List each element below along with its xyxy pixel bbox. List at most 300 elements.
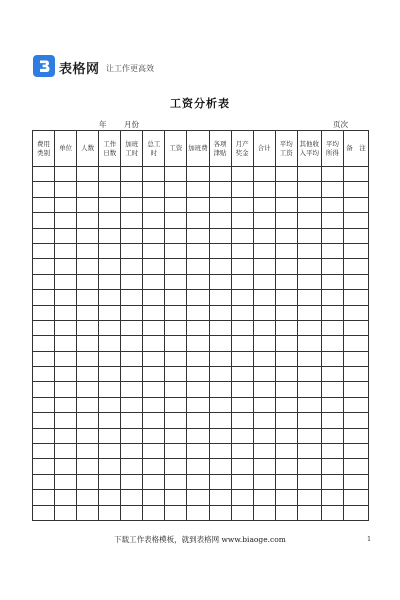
table-cell bbox=[275, 259, 297, 274]
table-cell bbox=[121, 459, 143, 474]
footer-text: 下载工作表格模板，就到表格网 www.biaoge.com bbox=[114, 535, 286, 544]
table-cell bbox=[343, 505, 368, 520]
table-cell bbox=[33, 367, 55, 382]
table-row bbox=[33, 428, 369, 443]
table-cell bbox=[209, 167, 231, 182]
table-cell bbox=[121, 367, 143, 382]
table-cell bbox=[343, 367, 368, 382]
table-cell bbox=[275, 336, 297, 351]
table-cell bbox=[99, 305, 121, 320]
header-work-days: 工作 日数 bbox=[99, 131, 121, 167]
table-cell bbox=[143, 444, 165, 459]
table-row bbox=[33, 397, 369, 412]
table-cell bbox=[231, 459, 253, 474]
table-cell bbox=[343, 305, 368, 320]
table-cell bbox=[187, 290, 209, 305]
table-cell bbox=[165, 243, 187, 258]
table-cell bbox=[231, 367, 253, 382]
table-row bbox=[33, 228, 369, 243]
table-cell bbox=[275, 243, 297, 258]
header-remarks: 备 注 bbox=[343, 131, 368, 167]
table-cell bbox=[143, 182, 165, 197]
table-cell bbox=[343, 228, 368, 243]
table-cell bbox=[77, 459, 99, 474]
table-cell bbox=[253, 490, 275, 505]
table-row bbox=[33, 444, 369, 459]
table-cell bbox=[209, 413, 231, 428]
table-cell bbox=[143, 290, 165, 305]
header-headcount: 人数 bbox=[77, 131, 99, 167]
table-cell bbox=[231, 382, 253, 397]
table-cell bbox=[253, 459, 275, 474]
table-cell bbox=[321, 213, 343, 228]
table-row bbox=[33, 413, 369, 428]
header-overtime-pay: 加班费 bbox=[187, 131, 209, 167]
table-cell bbox=[77, 444, 99, 459]
table-cell bbox=[143, 274, 165, 289]
table-row bbox=[33, 290, 369, 305]
table-cell bbox=[253, 213, 275, 228]
table-cell bbox=[143, 320, 165, 335]
table-cell bbox=[55, 320, 77, 335]
table-cell bbox=[343, 259, 368, 274]
table-cell bbox=[55, 382, 77, 397]
table-cell bbox=[187, 382, 209, 397]
table-cell bbox=[121, 474, 143, 489]
table-row bbox=[33, 382, 369, 397]
table-cell bbox=[253, 197, 275, 212]
table-cell bbox=[33, 397, 55, 412]
table-cell bbox=[165, 428, 187, 443]
table-cell bbox=[55, 459, 77, 474]
table-cell bbox=[321, 444, 343, 459]
table-cell bbox=[121, 382, 143, 397]
table-cell bbox=[275, 197, 297, 212]
table-cell bbox=[321, 367, 343, 382]
table-cell bbox=[209, 336, 231, 351]
table-cell bbox=[99, 213, 121, 228]
table-cell bbox=[99, 428, 121, 443]
table-cell bbox=[209, 182, 231, 197]
table-cell bbox=[321, 351, 343, 366]
table-cell bbox=[209, 259, 231, 274]
table-cell bbox=[55, 428, 77, 443]
table-cell bbox=[321, 459, 343, 474]
table-cell bbox=[297, 428, 321, 443]
table-cell bbox=[321, 197, 343, 212]
table-cell bbox=[343, 320, 368, 335]
table-cell bbox=[209, 305, 231, 320]
table-cell bbox=[321, 382, 343, 397]
table-cell bbox=[187, 505, 209, 520]
table-cell bbox=[253, 290, 275, 305]
table-cell bbox=[121, 259, 143, 274]
table-cell bbox=[253, 382, 275, 397]
table-cell bbox=[143, 167, 165, 182]
table-cell bbox=[99, 490, 121, 505]
table-cell bbox=[55, 336, 77, 351]
table-cell bbox=[77, 274, 99, 289]
table-row bbox=[33, 243, 369, 258]
table-cell bbox=[121, 413, 143, 428]
table-cell bbox=[253, 243, 275, 258]
table-cell bbox=[33, 474, 55, 489]
header-average-wage: 平均 工资 bbox=[275, 131, 297, 167]
table-cell bbox=[253, 274, 275, 289]
table-cell bbox=[165, 351, 187, 366]
table-cell bbox=[99, 197, 121, 212]
table-cell bbox=[343, 243, 368, 258]
table-cell bbox=[253, 305, 275, 320]
table-cell bbox=[187, 167, 209, 182]
table-cell bbox=[297, 167, 321, 182]
table-cell bbox=[99, 167, 121, 182]
table-cell bbox=[77, 197, 99, 212]
month-label: 月份 bbox=[124, 120, 139, 129]
table-cell bbox=[143, 413, 165, 428]
table-cell bbox=[77, 428, 99, 443]
table-cell bbox=[165, 259, 187, 274]
table-cell bbox=[187, 305, 209, 320]
table-logo-icon bbox=[33, 55, 55, 77]
table-cell bbox=[231, 259, 253, 274]
table-cell bbox=[297, 213, 321, 228]
header-monthly-bonus: 月产 奖金 bbox=[231, 131, 253, 167]
header-unit: 单位 bbox=[55, 131, 77, 167]
table-cell bbox=[121, 428, 143, 443]
table-row bbox=[33, 274, 369, 289]
table-cell bbox=[99, 259, 121, 274]
table-cell bbox=[275, 367, 297, 382]
table-cell bbox=[321, 167, 343, 182]
table-cell bbox=[165, 474, 187, 489]
table-cell bbox=[165, 305, 187, 320]
table-cell bbox=[77, 474, 99, 489]
table-cell bbox=[275, 351, 297, 366]
table-cell bbox=[143, 367, 165, 382]
table-cell bbox=[165, 197, 187, 212]
table-cell bbox=[231, 274, 253, 289]
table-row bbox=[33, 490, 369, 505]
table-cell bbox=[209, 290, 231, 305]
table-cell bbox=[321, 428, 343, 443]
table-cell bbox=[253, 474, 275, 489]
table-cell bbox=[343, 397, 368, 412]
table-cell bbox=[187, 428, 209, 443]
table-cell bbox=[231, 167, 253, 182]
table-cell bbox=[275, 428, 297, 443]
table-cell bbox=[343, 474, 368, 489]
table-cell bbox=[187, 336, 209, 351]
table-cell bbox=[143, 397, 165, 412]
table-cell bbox=[33, 228, 55, 243]
table-cell bbox=[187, 413, 209, 428]
table-cell bbox=[297, 490, 321, 505]
table-cell bbox=[77, 243, 99, 258]
header-average-earnings: 平均 所得 bbox=[321, 131, 343, 167]
table-cell bbox=[77, 182, 99, 197]
table-cell bbox=[165, 182, 187, 197]
table-cell bbox=[253, 228, 275, 243]
header-other-income-average: 其他收 入平均 bbox=[297, 131, 321, 167]
table-cell bbox=[55, 444, 77, 459]
table-row bbox=[33, 367, 369, 382]
table-cell bbox=[187, 213, 209, 228]
table-cell bbox=[143, 259, 165, 274]
table-cell bbox=[99, 444, 121, 459]
table-cell bbox=[33, 336, 55, 351]
table-cell bbox=[143, 228, 165, 243]
table-cell bbox=[253, 320, 275, 335]
table-cell bbox=[209, 351, 231, 366]
header-wages: 工资 bbox=[165, 131, 187, 167]
table-cell bbox=[143, 197, 165, 212]
table-cell bbox=[143, 428, 165, 443]
table-cell bbox=[33, 274, 55, 289]
header-total: 合计 bbox=[253, 131, 275, 167]
table-cell bbox=[275, 444, 297, 459]
table-cell bbox=[121, 490, 143, 505]
page-number: 1 bbox=[367, 535, 372, 543]
table-row bbox=[33, 336, 369, 351]
table-cell bbox=[143, 459, 165, 474]
table-cell bbox=[77, 290, 99, 305]
table-cell bbox=[143, 490, 165, 505]
table-cell bbox=[275, 182, 297, 197]
table-cell bbox=[321, 474, 343, 489]
table-cell bbox=[77, 259, 99, 274]
table-cell bbox=[275, 382, 297, 397]
table-cell bbox=[55, 290, 77, 305]
table-cell bbox=[187, 197, 209, 212]
table-cell bbox=[187, 320, 209, 335]
table-cell bbox=[321, 505, 343, 520]
table-cell bbox=[77, 305, 99, 320]
table-cell bbox=[187, 351, 209, 366]
table-cell bbox=[165, 167, 187, 182]
table-cell bbox=[77, 320, 99, 335]
table-cell bbox=[275, 413, 297, 428]
table-cell bbox=[209, 459, 231, 474]
table-row bbox=[33, 474, 369, 489]
salary-analysis-table bbox=[32, 130, 369, 521]
table-cell bbox=[143, 336, 165, 351]
table-cell bbox=[343, 490, 368, 505]
table-cell bbox=[231, 336, 253, 351]
table-cell bbox=[275, 274, 297, 289]
table-cell bbox=[231, 444, 253, 459]
table-cell bbox=[99, 459, 121, 474]
table-cell bbox=[253, 367, 275, 382]
table-cell bbox=[99, 367, 121, 382]
table-cell bbox=[121, 290, 143, 305]
table-cell bbox=[321, 413, 343, 428]
table-cell bbox=[33, 382, 55, 397]
table-cell bbox=[99, 243, 121, 258]
table-cell bbox=[55, 490, 77, 505]
table-cell bbox=[321, 182, 343, 197]
table-cell bbox=[321, 243, 343, 258]
table-cell bbox=[77, 351, 99, 366]
table-cell bbox=[99, 182, 121, 197]
table-cell bbox=[275, 320, 297, 335]
table-cell bbox=[55, 274, 77, 289]
table-cell bbox=[165, 444, 187, 459]
table-cell bbox=[343, 444, 368, 459]
table-cell bbox=[231, 182, 253, 197]
table-cell bbox=[297, 505, 321, 520]
table-cell bbox=[121, 444, 143, 459]
table-cell bbox=[165, 320, 187, 335]
table-cell bbox=[99, 274, 121, 289]
table-cell bbox=[165, 459, 187, 474]
table-cell bbox=[253, 428, 275, 443]
table-cell bbox=[121, 243, 143, 258]
table-cell bbox=[143, 243, 165, 258]
table-cell bbox=[55, 474, 77, 489]
table-cell bbox=[77, 213, 99, 228]
table-cell bbox=[121, 228, 143, 243]
table-cell bbox=[99, 413, 121, 428]
table-cell bbox=[121, 167, 143, 182]
table-cell bbox=[55, 213, 77, 228]
table-body bbox=[33, 167, 369, 521]
table-cell bbox=[55, 197, 77, 212]
table-cell bbox=[77, 490, 99, 505]
table-cell bbox=[209, 428, 231, 443]
table-cell bbox=[99, 397, 121, 412]
table-cell bbox=[253, 413, 275, 428]
table-cell bbox=[231, 290, 253, 305]
table-cell bbox=[143, 351, 165, 366]
form-title: 工资分析表 bbox=[170, 97, 230, 110]
table-cell bbox=[121, 320, 143, 335]
table-cell bbox=[99, 474, 121, 489]
header-cost-category: 费用 类别 bbox=[33, 131, 55, 167]
table-cell bbox=[55, 259, 77, 274]
table-cell bbox=[275, 490, 297, 505]
table-cell bbox=[121, 182, 143, 197]
table-cell bbox=[297, 320, 321, 335]
table-cell bbox=[77, 336, 99, 351]
table-cell bbox=[231, 228, 253, 243]
table-cell bbox=[231, 351, 253, 366]
table-cell bbox=[33, 444, 55, 459]
table-cell bbox=[187, 274, 209, 289]
table-cell bbox=[253, 505, 275, 520]
table-cell bbox=[121, 336, 143, 351]
table-cell bbox=[343, 382, 368, 397]
table-cell bbox=[55, 228, 77, 243]
table-cell bbox=[209, 382, 231, 397]
table-cell bbox=[275, 474, 297, 489]
header-overtime-hours: 加班 工时 bbox=[121, 131, 143, 167]
table-cell bbox=[33, 259, 55, 274]
table-cell bbox=[209, 367, 231, 382]
table-cell bbox=[33, 505, 55, 520]
table-cell bbox=[297, 228, 321, 243]
table-cell bbox=[343, 290, 368, 305]
table-cell bbox=[55, 413, 77, 428]
table-row bbox=[33, 213, 369, 228]
table-cell bbox=[275, 167, 297, 182]
table-cell bbox=[209, 505, 231, 520]
table-cell bbox=[121, 274, 143, 289]
table-cell bbox=[121, 351, 143, 366]
table-cell bbox=[99, 336, 121, 351]
table-cell bbox=[297, 274, 321, 289]
table-row bbox=[33, 167, 369, 182]
table-cell bbox=[297, 397, 321, 412]
table-cell bbox=[343, 213, 368, 228]
table-cell bbox=[121, 213, 143, 228]
table-cell bbox=[343, 413, 368, 428]
table-cell bbox=[343, 351, 368, 366]
table-cell bbox=[55, 505, 77, 520]
table-cell bbox=[121, 305, 143, 320]
table-cell bbox=[33, 459, 55, 474]
table-cell bbox=[209, 213, 231, 228]
table-row bbox=[33, 505, 369, 520]
table-cell bbox=[275, 505, 297, 520]
table-cell bbox=[165, 382, 187, 397]
table-cell bbox=[55, 397, 77, 412]
table-cell bbox=[165, 367, 187, 382]
table-cell bbox=[77, 397, 99, 412]
table-cell bbox=[143, 474, 165, 489]
table-cell bbox=[275, 228, 297, 243]
table-cell bbox=[231, 397, 253, 412]
table-row bbox=[33, 459, 369, 474]
table-cell bbox=[297, 336, 321, 351]
table-cell bbox=[209, 397, 231, 412]
table-cell bbox=[77, 167, 99, 182]
table-cell bbox=[231, 197, 253, 212]
table-cell bbox=[343, 459, 368, 474]
table-cell bbox=[275, 213, 297, 228]
table-cell bbox=[121, 197, 143, 212]
table-cell bbox=[209, 228, 231, 243]
table-cell bbox=[231, 413, 253, 428]
table-cell bbox=[99, 290, 121, 305]
year-label: 年 bbox=[99, 120, 107, 129]
table-cell bbox=[165, 213, 187, 228]
table-cell bbox=[55, 167, 77, 182]
table-cell bbox=[77, 382, 99, 397]
table-cell bbox=[231, 505, 253, 520]
table-cell bbox=[187, 397, 209, 412]
table-cell bbox=[297, 259, 321, 274]
table-cell bbox=[231, 243, 253, 258]
table-cell bbox=[55, 243, 77, 258]
header-total-hours: 总工 时 bbox=[143, 131, 165, 167]
table-cell bbox=[33, 243, 55, 258]
table-cell bbox=[297, 290, 321, 305]
table-cell bbox=[209, 197, 231, 212]
table-cell bbox=[165, 413, 187, 428]
table-cell bbox=[121, 505, 143, 520]
table-cell bbox=[321, 259, 343, 274]
table-cell bbox=[143, 213, 165, 228]
table-cell bbox=[187, 474, 209, 489]
table-cell bbox=[165, 397, 187, 412]
table-cell bbox=[33, 213, 55, 228]
table-cell bbox=[165, 290, 187, 305]
table-cell bbox=[99, 351, 121, 366]
table-cell bbox=[321, 336, 343, 351]
table-cell bbox=[231, 490, 253, 505]
table-cell bbox=[187, 243, 209, 258]
